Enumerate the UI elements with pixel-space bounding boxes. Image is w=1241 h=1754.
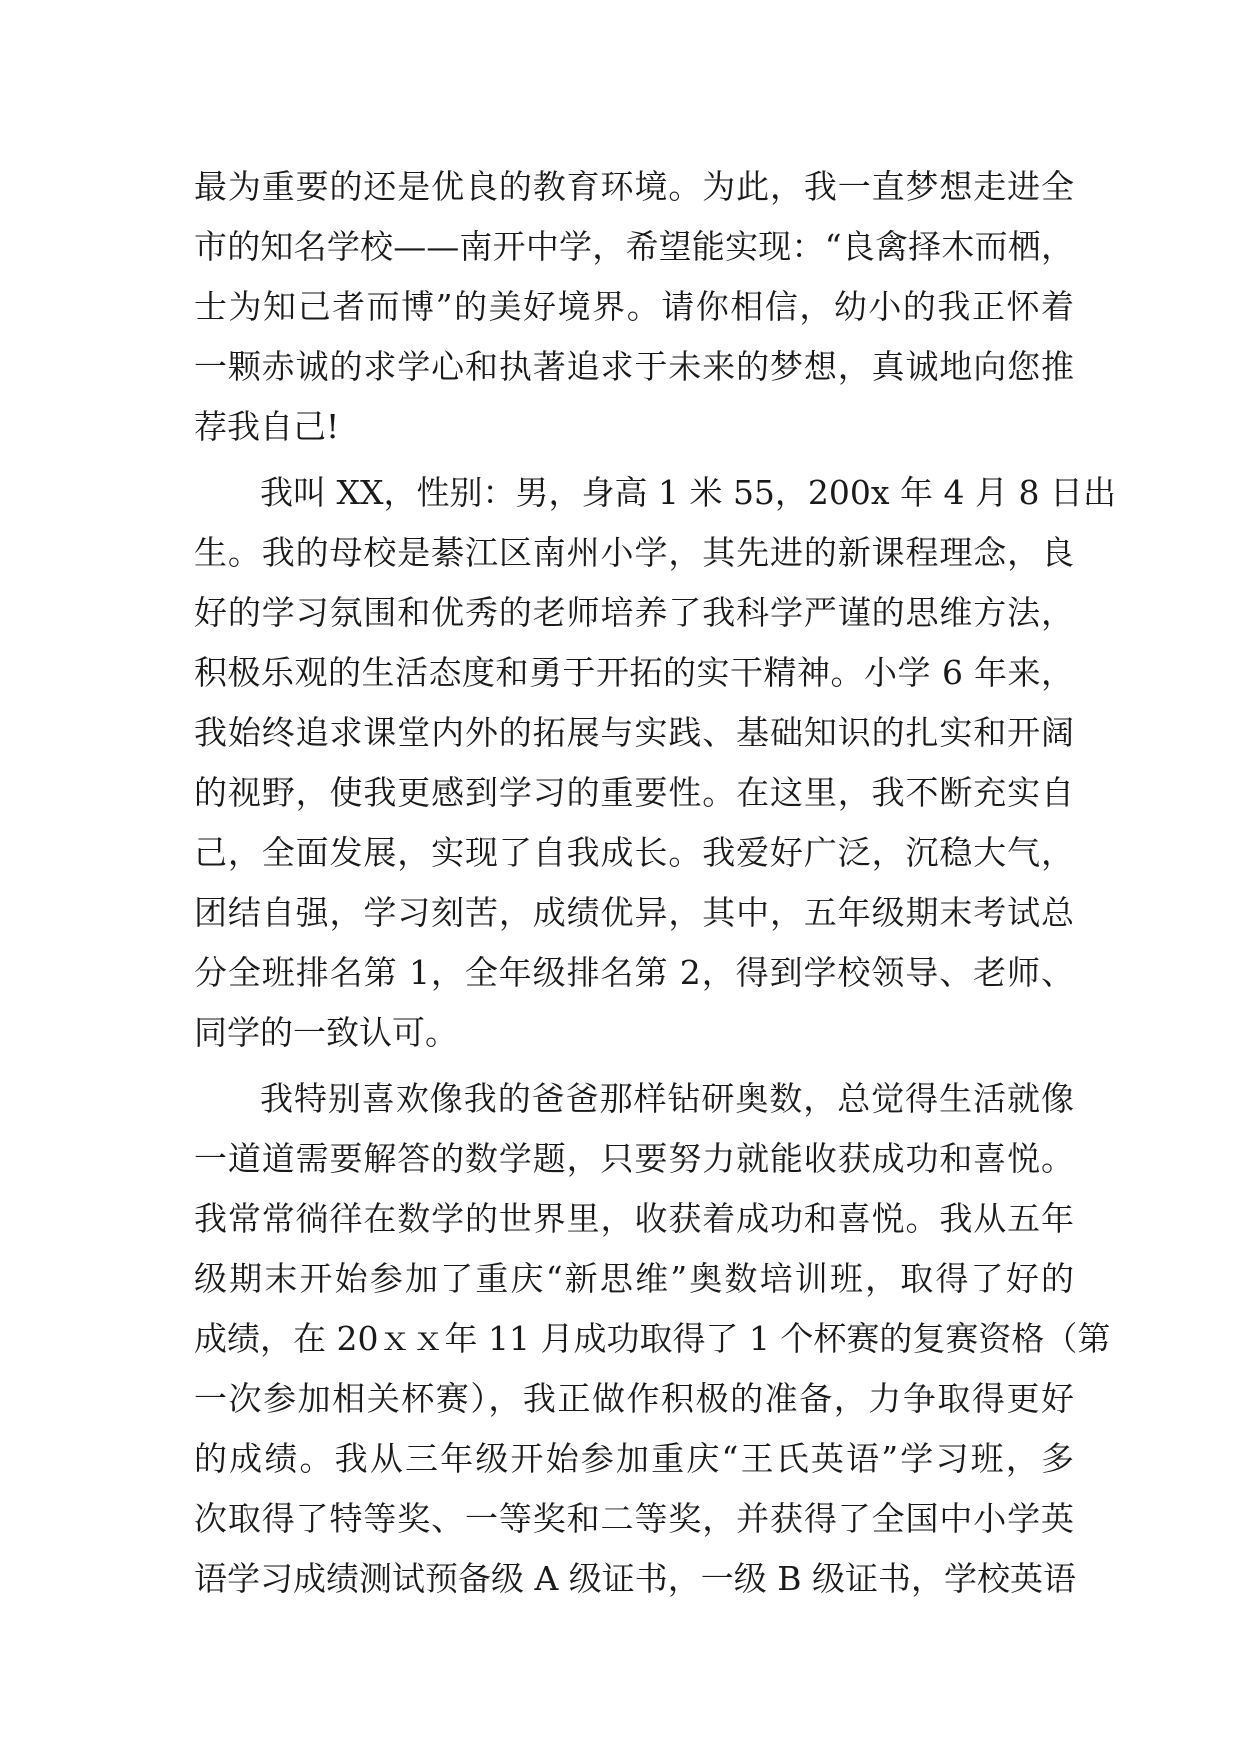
document-body xyxy=(194,157,1116,1609)
text-line: 团结自强，学习刻苦，成绩优异，其中，五年级期末考试总 xyxy=(194,893,1074,932)
text-line: 次取得了特等奖、一等奖和二等奖，并获得了全国中小学英 xyxy=(194,1499,1074,1538)
text-line: 己，全面发展，实现了自我成长。我爱好广泛，沉稳大气， xyxy=(194,833,1074,872)
paragraph-3 xyxy=(194,1069,1111,1609)
paragraph-2 xyxy=(194,463,1116,1063)
text-line: 分全班排名第 1，全年级排名第 2，得到学校领导、老师、 xyxy=(194,953,1074,992)
text-line: 荐我自己! xyxy=(194,407,340,446)
text-line: 生。我的母校是綦江区南州小学，其先进的新课程理念，良 xyxy=(194,533,1074,572)
text-line: 我特别喜欢像我的爸爸那样钻研奥数，总觉得生活就像 xyxy=(260,1079,1074,1118)
text-line: 的成绩。我从三年级开始参加重庆“王氏英语”学习班，多 xyxy=(194,1439,1074,1478)
text-line: 成绩，在 20ｘｘ年 11 月成功取得了 1 个杯赛的复赛资格（第 xyxy=(194,1319,1111,1358)
text-line: 级期末开始参加了重庆“新思维”奥数培训班，取得了好的 xyxy=(194,1259,1074,1298)
text-line: 市的知名学校——南开中学，希望能实现：“良禽择木而栖， xyxy=(194,227,1074,266)
text-line: 我常常徜徉在数学的世界里，收获着成功和喜悦。我从五年 xyxy=(194,1199,1074,1238)
text-line: 同学的一致认可。 xyxy=(194,1013,458,1052)
text-line: 士为知己者而博”的美好境界。请你相信，幼小的我正怀着 xyxy=(194,287,1074,326)
text-line: 我叫 XX，性别：男，身高 1 米 55，200x 年 4 月 8 日出 xyxy=(260,473,1116,512)
paragraph-1 xyxy=(194,157,1074,457)
text-line: 积极乐观的生活态度和勇于开拓的实干精神。小学 6 年来， xyxy=(194,653,1074,692)
text-line: 一道道需要解答的数学题，只要努力就能收获成功和喜悦。 xyxy=(194,1139,1074,1178)
text-line: 的视野，使我更感到学习的重要性。在这里，我不断充实自 xyxy=(194,773,1074,812)
text-line: 好的学习氛围和优秀的老师培养了我科学严谨的思维方法， xyxy=(194,593,1074,632)
text-line: 语学习成绩测试预备级 A 级证书，一级 B 级证书，学校英语 xyxy=(194,1559,1077,1598)
text-line: 一次参加相关杯赛），我正做作积极的准备，力争取得更好 xyxy=(194,1379,1074,1418)
text-line: 我始终追求课堂内外的拓展与实践、基础知识的扎实和开阔 xyxy=(194,713,1074,752)
text-line: 一颗赤诚的求学心和执著追求于未来的梦想，真诚地向您推 xyxy=(194,347,1074,386)
text-line: 最为重要的还是优良的教育环境。为此，我一直梦想走进全 xyxy=(194,167,1074,206)
